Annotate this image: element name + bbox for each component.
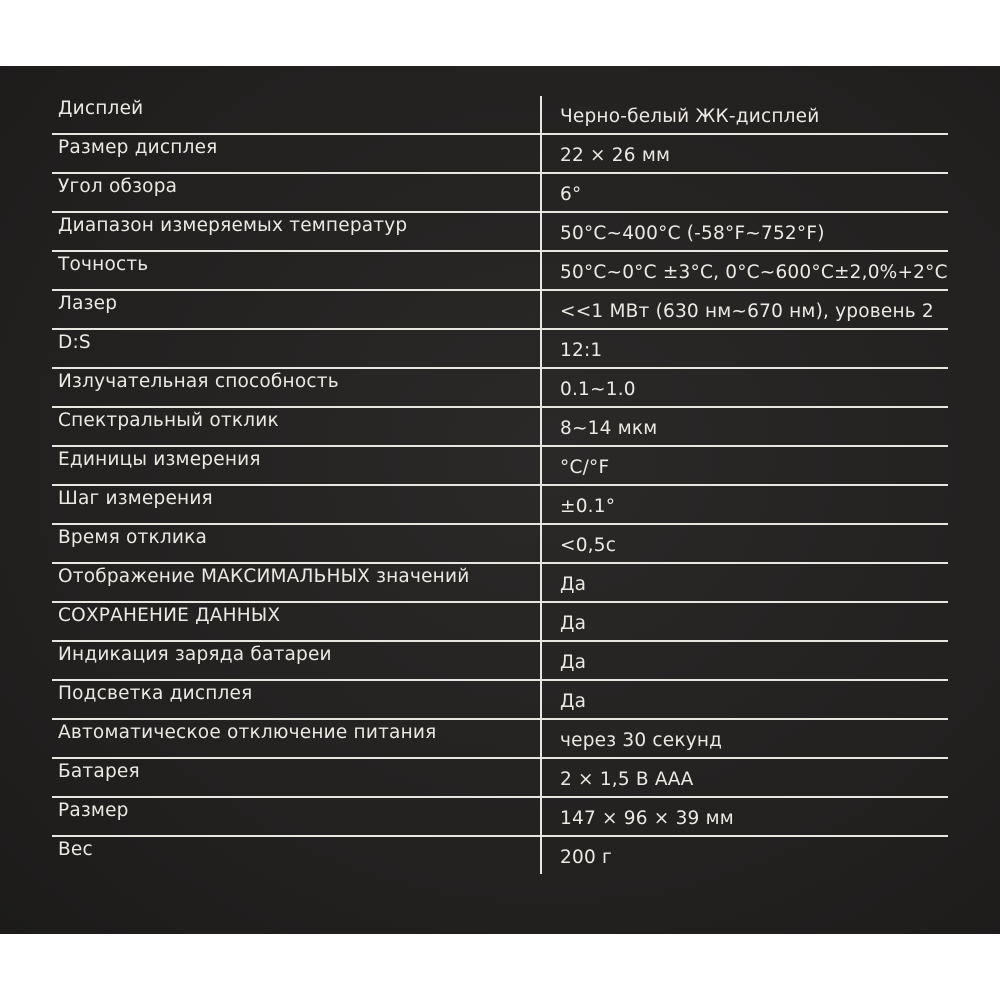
spec-value: через 30 секунд <box>560 730 723 751</box>
spec-row <box>52 135 948 174</box>
spec-row <box>52 330 948 369</box>
spec-row <box>52 252 948 291</box>
spec-label: Диапазон измеряемых температур <box>58 215 408 236</box>
spec-row <box>52 447 948 486</box>
spec-row <box>52 525 948 564</box>
spec-value: 0.1~1.0 <box>560 379 636 400</box>
spec-row <box>52 798 948 837</box>
spec-value: Да <box>560 691 587 712</box>
spec-value: <<1 МВт (630 нм~670 нм), уровень 2 <box>560 301 934 322</box>
spec-label: Спектральный отклик <box>58 410 279 431</box>
spec-row <box>52 642 948 681</box>
spec-label: Вес <box>58 839 93 860</box>
spec-row <box>52 96 948 135</box>
spec-row <box>52 759 948 798</box>
spec-row <box>52 174 948 213</box>
spec-label: D:S <box>58 332 91 353</box>
spec-label: Отображение МАКСИМАЛЬНЫХ значений <box>58 566 470 587</box>
spec-value: 50°C~0°C ±3°C, 0°C~600°C±2,0%+2°C <box>560 262 948 283</box>
spec-label: Индикация заряда батареи <box>58 644 332 665</box>
spec-value: Да <box>560 574 587 595</box>
spec-label: Точность <box>58 254 149 275</box>
spec-value: Черно-белый ЖК-дисплей <box>560 106 820 127</box>
spec-value: <0,5с <box>560 535 617 556</box>
spec-row <box>52 291 948 330</box>
spec-label: Единицы измерения <box>58 449 261 470</box>
spec-label: Шаг измерения <box>58 488 213 509</box>
spec-value: Да <box>560 613 587 634</box>
spec-label: СОХРАНЕНИЕ ДАННЫХ <box>58 605 281 626</box>
spec-label: Автоматическое отключение питания <box>58 722 437 743</box>
packaging-panel <box>0 66 1000 934</box>
spec-row <box>52 837 948 876</box>
spec-label: Батарея <box>58 761 140 782</box>
spec-label: Размер дисплея <box>58 137 218 158</box>
spec-row <box>52 408 948 447</box>
spec-value: °C/°F <box>560 457 610 478</box>
spec-row <box>52 213 948 252</box>
spec-label: Подсветка дисплея <box>58 683 253 704</box>
spec-label: Размер <box>58 800 129 821</box>
spec-value: 8~14 мкм <box>560 418 658 439</box>
spec-row <box>52 603 948 642</box>
spec-row <box>52 564 948 603</box>
spec-rows <box>52 96 948 876</box>
spec-value: Да <box>560 652 587 673</box>
spec-label: Время отклика <box>58 527 208 548</box>
spec-value: 2 × 1,5 В ААА <box>560 769 694 790</box>
spec-label: Лазер <box>58 293 118 314</box>
spec-label: Угол обзора <box>58 176 178 197</box>
spec-value: 50°C~400°C (-58°F~752°F) <box>560 223 825 244</box>
spec-value: 22 × 26 мм <box>560 145 671 166</box>
spec-value: 147 × 96 × 39 мм <box>560 808 734 829</box>
spec-value: 200 г <box>560 847 612 868</box>
spec-value: 12:1 <box>560 340 603 361</box>
spec-label: Излучательная способность <box>58 371 339 392</box>
spec-value: 6° <box>560 184 582 205</box>
specifications-table <box>52 96 948 876</box>
spec-row <box>52 720 948 759</box>
spec-row <box>52 681 948 720</box>
spec-label: Дисплей <box>58 98 144 119</box>
spec-row <box>52 369 948 408</box>
spec-row <box>52 486 948 525</box>
spec-value: ±0.1° <box>560 496 616 517</box>
